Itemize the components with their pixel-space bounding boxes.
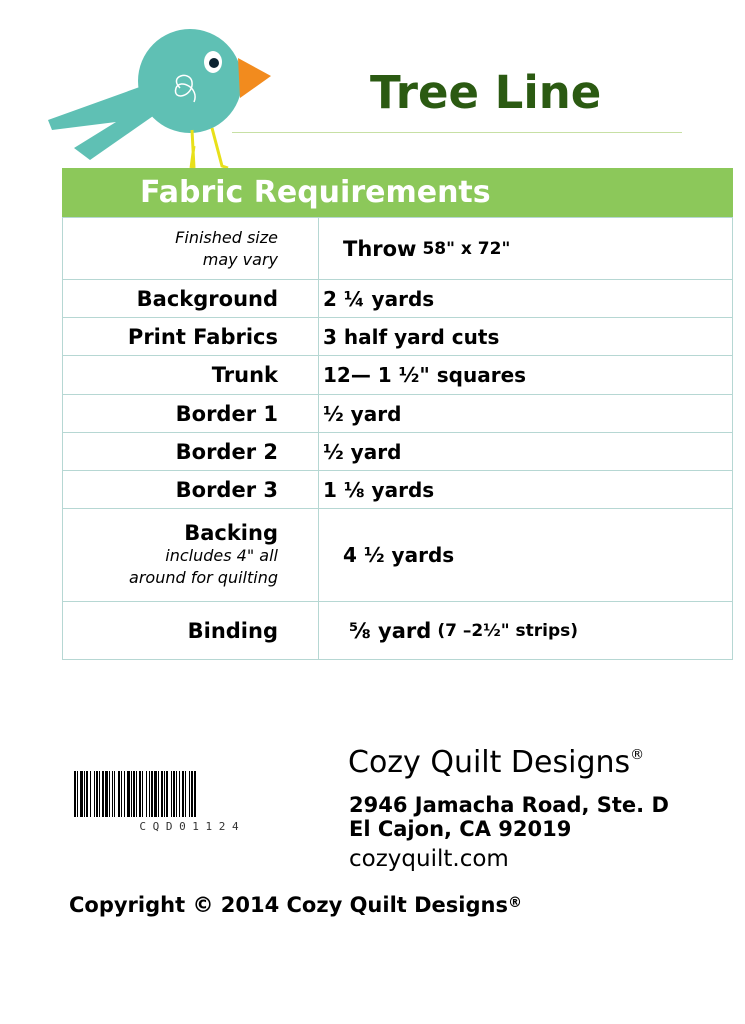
backing-note-line2: around for quilting <box>129 568 278 587</box>
company-name <box>348 745 644 780</box>
table-heading: Fabric Requirements <box>62 168 733 217</box>
page-title: Tree Line <box>370 66 602 119</box>
backing-row <box>63 508 732 601</box>
address-line1: 2946 Jamacha Road, Ste. D <box>349 793 669 817</box>
copyright-text: Copyright © 2014 Cozy Quilt Designs <box>69 893 508 917</box>
binding-detail: (7 –2½" strips) <box>437 620 579 641</box>
table-row <box>63 317 732 355</box>
row-value: 2 ¼ yards <box>323 286 435 311</box>
row-value: 12— 1 ½" squares <box>323 363 527 387</box>
backing-value: 4 ½ yards <box>343 543 455 567</box>
title-divider <box>232 132 682 133</box>
size-note <box>63 218 319 279</box>
row-value: ½ yard <box>323 439 402 464</box>
row-label: Border 3 <box>175 477 278 502</box>
size-row <box>63 217 732 279</box>
row-label: Border 2 <box>175 439 278 464</box>
row-value: 1 ⅛ yards <box>323 477 435 502</box>
barcode-icon <box>72 771 306 833</box>
backing-note-line1: includes 4" all <box>165 546 278 565</box>
size-dims: 58" x 72" <box>422 238 511 259</box>
table-row <box>63 470 732 508</box>
registered-mark: ® <box>630 747 645 763</box>
binding-label: Binding <box>187 618 278 643</box>
row-label: Border 1 <box>175 401 278 426</box>
binding-value: ⅝ yard <box>349 618 432 643</box>
copyright-registered-mark: ® <box>507 895 522 911</box>
table-row <box>63 279 732 317</box>
barcode-number: C Q D 0 1 1 2 4 <box>139 820 239 833</box>
website-link[interactable]: cozyquilt.com <box>349 846 509 872</box>
copyright-notice <box>69 893 522 917</box>
address-line2: El Cajon, CA 92019 <box>349 817 572 841</box>
table-row <box>63 355 732 394</box>
size-note-line1: Finished size <box>175 227 278 247</box>
row-value: ½ yard <box>323 401 402 426</box>
row-label: Trunk <box>211 363 278 387</box>
row-label: Print Fabrics <box>127 324 278 349</box>
company-address <box>349 793 669 841</box>
company-name-text: Cozy Quilt Designs <box>348 745 631 780</box>
fabric-requirements-table <box>62 168 733 660</box>
row-value: 3 half yard cuts <box>323 324 500 349</box>
size-note-line2: may vary <box>202 249 278 269</box>
row-label: Background <box>136 286 278 311</box>
binding-row <box>63 601 732 659</box>
size-name: Throw <box>343 236 417 261</box>
table-row <box>63 432 732 470</box>
table-row <box>63 394 732 432</box>
backing-label: Backing <box>184 521 278 545</box>
bird-icon <box>44 18 284 183</box>
